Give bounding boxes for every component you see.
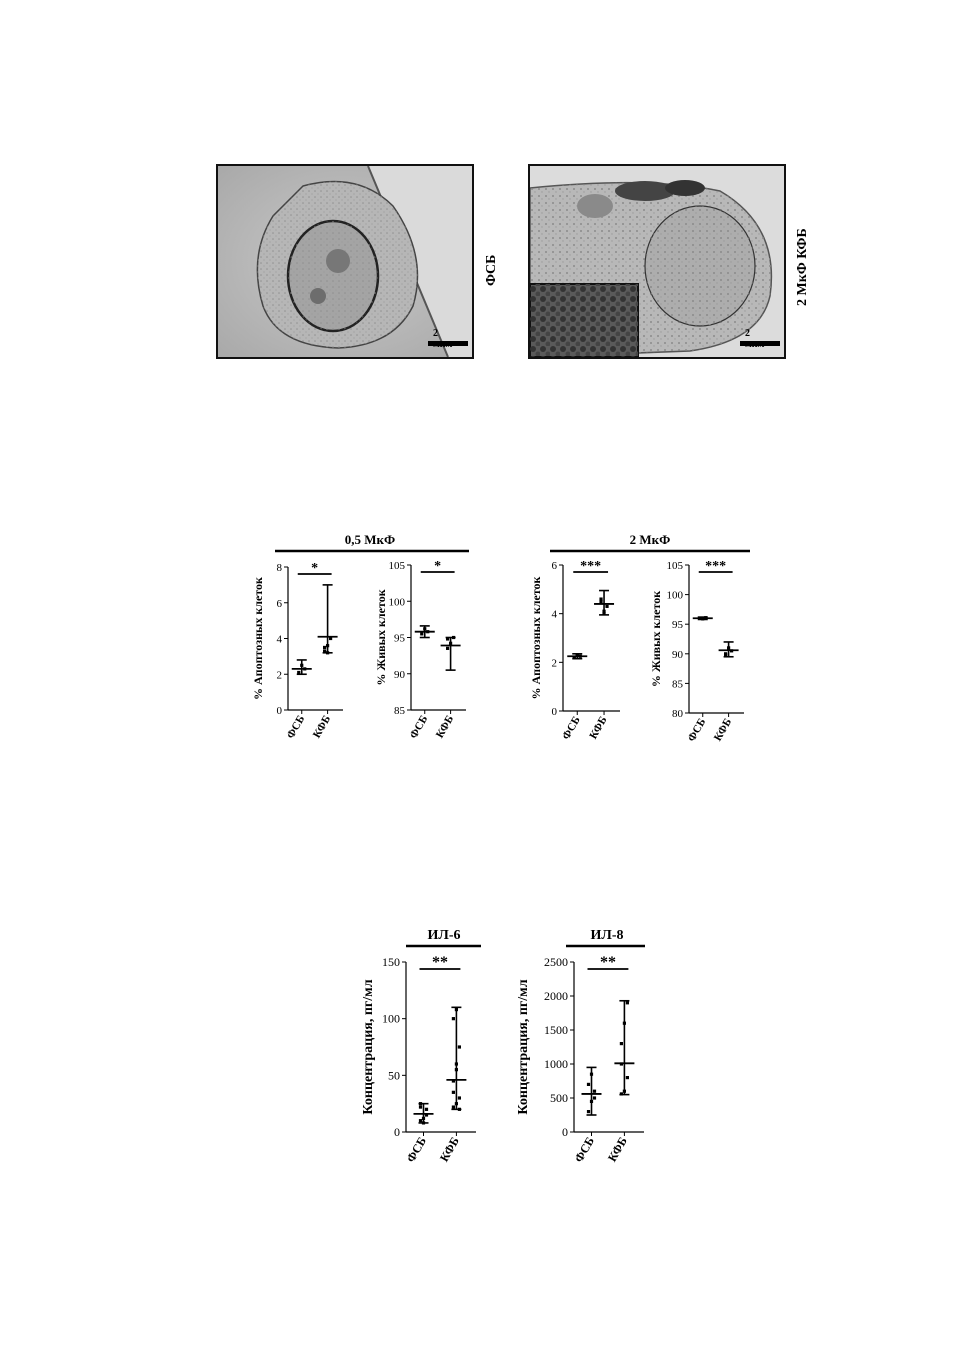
data-point xyxy=(326,644,329,647)
data-point xyxy=(587,1083,590,1086)
y-tick-label: 95 xyxy=(394,632,405,645)
data-point xyxy=(620,1062,623,1065)
data-point xyxy=(573,656,576,659)
x-tick-label: КФБ xyxy=(587,714,610,742)
data-point xyxy=(452,1105,455,1108)
y-tick-label: 150 xyxy=(382,955,400,969)
data-point xyxy=(425,1108,428,1111)
data-point xyxy=(590,1100,593,1103)
y-tick-label: 100 xyxy=(382,1011,400,1026)
data-point xyxy=(452,1091,455,1094)
y-tick-label: 105 xyxy=(666,560,683,572)
data-point xyxy=(587,1110,590,1113)
x-tick-label: КФБ xyxy=(310,713,334,741)
data-point xyxy=(419,1105,422,1108)
x-tick-label: КФБ xyxy=(436,1134,462,1165)
data-point xyxy=(303,667,306,670)
x-tick-label: ФСБ xyxy=(284,713,308,741)
significance-label: *** xyxy=(705,559,727,574)
chart-viable-2 xyxy=(649,559,744,744)
y-tick-label: 500 xyxy=(550,1091,568,1105)
y-tick-label: 80 xyxy=(672,708,683,720)
significance-label: * xyxy=(311,561,319,576)
y-tick-label: 2500 xyxy=(544,955,568,969)
chart-il6 xyxy=(361,954,476,1165)
x-tick-label: ФСБ xyxy=(403,1134,430,1165)
y-tick-label: 90 xyxy=(672,648,683,661)
data-point xyxy=(446,637,449,640)
data-point xyxy=(620,1092,623,1095)
y-tick-label: 4 xyxy=(276,633,282,646)
data-point xyxy=(452,636,455,639)
data-point xyxy=(425,1113,428,1116)
x-tick-label: ФСБ xyxy=(685,716,709,744)
data-point xyxy=(323,649,326,652)
data-point xyxy=(419,1102,422,1105)
group-title-2: 2 МкФ xyxy=(629,532,671,547)
y-tick-label: 85 xyxy=(672,678,683,691)
group-title-05: 0,5 МкФ xyxy=(344,532,396,547)
y-tick-label: 2 xyxy=(551,657,557,670)
chart-apoptotic-05 xyxy=(251,561,343,741)
data-point xyxy=(590,1073,593,1076)
data-point xyxy=(623,1090,626,1093)
data-point xyxy=(446,647,449,650)
significance-label: ** xyxy=(431,954,448,971)
data-point xyxy=(599,597,602,600)
data-point xyxy=(449,642,452,645)
y-tick-label: 100 xyxy=(388,596,405,609)
data-point xyxy=(626,1076,629,1079)
y-tick-label: 105 xyxy=(388,560,405,572)
data-point xyxy=(458,1045,461,1048)
data-point xyxy=(452,1079,455,1082)
data-point xyxy=(455,1068,458,1071)
x-tick-label: ФСБ xyxy=(407,713,431,741)
data-point xyxy=(422,1121,425,1124)
y-axis-label: Концентрация, пг/мл xyxy=(361,979,376,1115)
data-point xyxy=(455,1102,458,1105)
data-point xyxy=(626,1001,629,1004)
data-point xyxy=(698,617,701,620)
data-point xyxy=(323,646,326,649)
chart-viable-05 xyxy=(374,559,466,741)
significance-label: * xyxy=(434,559,442,574)
data-point xyxy=(423,627,426,630)
data-point xyxy=(426,630,429,633)
scalebar-label-pbs: 2 xyxy=(433,328,438,339)
y-tick-label: 0 xyxy=(394,1125,400,1139)
y-tick-label: 50 xyxy=(388,1068,400,1083)
y-tick-label: 85 xyxy=(394,705,405,717)
group-title-il6: ИЛ-6 xyxy=(427,928,461,943)
y-tick-label: 90 xyxy=(394,668,405,681)
group-title-il8: ИЛ-8 xyxy=(590,928,624,943)
y-axis-label: % Живых клеток xyxy=(649,590,663,688)
y-tick-label: 2 xyxy=(276,669,282,682)
x-tick-label: КФБ xyxy=(433,713,457,741)
y-axis-label: Концентрация, пг/мл xyxy=(516,979,531,1115)
data-point xyxy=(730,649,733,652)
data-point xyxy=(579,655,582,658)
data-point xyxy=(593,1096,596,1099)
data-point xyxy=(727,646,730,649)
chart-apoptotic-2 xyxy=(529,559,620,742)
y-tick-label: 1000 xyxy=(544,1057,568,1071)
data-point xyxy=(724,653,727,656)
y-tick-label: 1500 xyxy=(544,1023,568,1037)
data-point xyxy=(329,637,332,640)
data-point xyxy=(576,653,579,656)
data-point xyxy=(605,605,608,608)
y-tick-label: 4 xyxy=(551,608,557,621)
y-tick-label: 6 xyxy=(551,560,557,572)
y-tick-label: 0 xyxy=(276,705,282,717)
x-tick-label: КФБ xyxy=(711,716,735,744)
data-point xyxy=(452,1017,455,1020)
micrograph-cpb-label: 2 МкФ КФБ xyxy=(795,228,810,306)
data-point xyxy=(458,1108,461,1111)
x-tick-label: КФБ xyxy=(604,1134,630,1165)
data-point xyxy=(593,1090,596,1093)
y-tick-label: 6 xyxy=(276,597,282,610)
data-point xyxy=(455,1062,458,1065)
y-axis-label: % Живых клеток xyxy=(374,589,388,686)
data-point xyxy=(623,1022,626,1025)
y-tick-label: 100 xyxy=(666,589,683,602)
data-point xyxy=(701,617,704,620)
chart-il8 xyxy=(516,954,644,1165)
x-tick-label: ФСБ xyxy=(560,714,583,742)
y-axis-label: % Апоптозных клеток xyxy=(529,576,543,700)
significance-label: *** xyxy=(580,559,602,574)
data-point xyxy=(455,1008,458,1011)
data-point xyxy=(420,632,423,635)
micrograph-pbs-label: ФСБ xyxy=(484,254,499,286)
data-point xyxy=(620,1042,623,1045)
data-point xyxy=(458,1096,461,1099)
data-point xyxy=(704,616,707,619)
significance-label: ** xyxy=(599,954,616,971)
scalebar-label-cpb: 2 xyxy=(745,328,750,339)
data-point xyxy=(422,1117,425,1120)
data-point xyxy=(602,612,605,615)
x-tick-label: ФСБ xyxy=(571,1134,598,1165)
y-tick-label: 8 xyxy=(276,562,282,574)
y-tick-label: 0 xyxy=(562,1125,568,1139)
data-point xyxy=(419,1119,422,1122)
y-tick-label: 0 xyxy=(551,706,557,718)
y-axis-label: % Апоптозных клеток xyxy=(251,577,265,700)
y-tick-label: 2000 xyxy=(544,989,568,1003)
data-point xyxy=(300,664,303,667)
data-point xyxy=(326,651,329,654)
data-point xyxy=(297,671,300,674)
y-tick-label: 95 xyxy=(672,619,683,632)
